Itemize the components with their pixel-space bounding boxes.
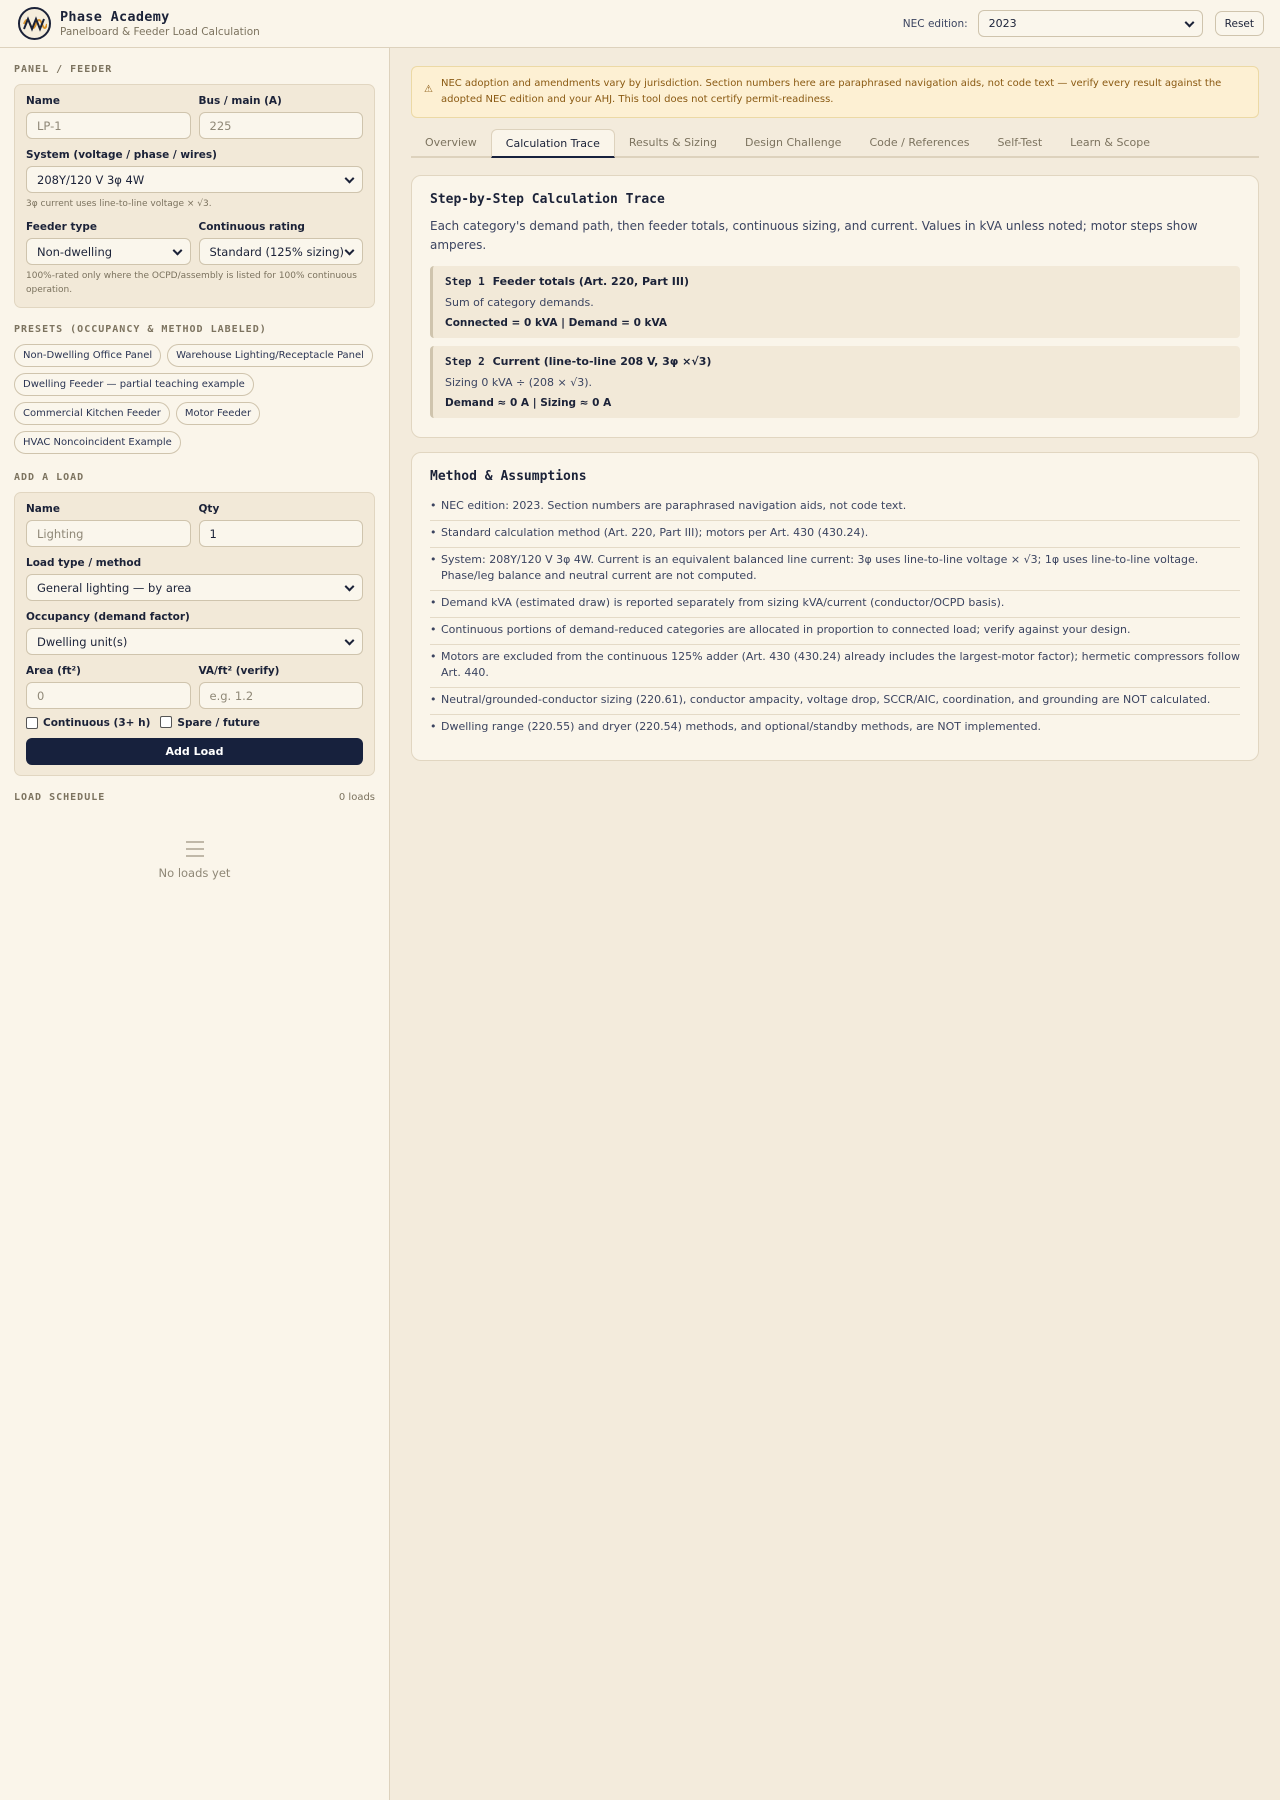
- app-header: [0, 0, 1280, 48]
- continuous-rating-select[interactable]: [199, 238, 364, 265]
- tab-code-references[interactable]: Code / References: [869, 136, 970, 149]
- tab-overview[interactable]: Overview: [425, 136, 477, 149]
- add-load-section-title: ADD A LOAD: [14, 472, 85, 483]
- add-load-card: [14, 492, 375, 776]
- load-name-label: Name: [26, 503, 60, 515]
- occupancy-select[interactable]: [26, 628, 363, 655]
- step-title: Feeder totals (Art. 220, Part III): [492, 275, 690, 288]
- assumption-text: Motors are excluded from the continuous 125% adder (Art. 430 (430.24) already includes the largest-motor factor); hermetic compressors follow Art. 440.: [441, 650, 1240, 679]
- reset-button[interactable]: Reset: [1215, 11, 1264, 36]
- assumption-text: Neutral/grounded-conductor sizing (220.61), conductor ampacity, voltage drop, SCCR/AIC, coordination, and grounding are NOT calculated.: [441, 693, 1211, 706]
- continuous-hint: 100%-rated only where the OCPD/assembly is listed for 100% continuous operation.: [26, 271, 357, 295]
- preset-chip[interactable]: Motor Feeder: [176, 402, 260, 425]
- assumption-text: Continuous portions of demand-reduced categories are allocated in proportion to connected load; verify against your design.: [441, 623, 1131, 636]
- add-load-button[interactable]: Add Load: [26, 738, 363, 765]
- list-item: • Motors are excluded from the continuous 125% adder (Art. 430 (430.24) already includes the largest-motor factor); hermetic compressors follow Art. 440.: [430, 645, 1240, 688]
- trace-step: [430, 266, 1240, 338]
- list-item: • Neutral/grounded-conductor sizing (220.61), conductor ampacity, voltage drop, SCCR/AIC, coordination, and grounding are NOT calculated.: [430, 688, 1240, 715]
- bus-rating-label: Bus / main (A): [198, 95, 282, 107]
- empty-schedule-text: No loads yet: [158, 866, 231, 880]
- chevron-down-icon: [345, 581, 355, 591]
- preset-chip[interactable]: Dwelling Feeder — partial teaching example: [14, 373, 254, 396]
- trace-step: [430, 346, 1240, 418]
- chevron-down-icon: [172, 245, 182, 255]
- assumptions-list: [430, 494, 1240, 741]
- system-value: 208Y/120 V 3φ 4W: [37, 172, 145, 187]
- occupancy-label: Occupancy (demand factor): [26, 611, 190, 623]
- feeder-type-select[interactable]: [26, 238, 191, 265]
- list-item: • Dwelling range (220.55) and dryer (220.54) methods, and optional/standby methods, are NOT implemented.: [430, 720, 1042, 733]
- brand-title: Phase Academy: [60, 9, 170, 25]
- preset-chip[interactable]: Commercial Kitchen Feeder: [14, 402, 170, 425]
- assumption-text: Dwelling range (220.55) and dryer (220.54) methods, and optional/standby methods, are NOT implemented.: [441, 720, 1042, 733]
- sidebar: [0, 48, 390, 1800]
- preset-chip[interactable]: Non-Dwelling Office Panel: [14, 344, 161, 367]
- bus-rating-input[interactable]: 225: [199, 112, 364, 139]
- panel-name-label: Name: [26, 95, 60, 107]
- chevron-down-icon: [1184, 17, 1194, 27]
- step-result: Connected = 0 kVA | Demand = 0 kVA: [445, 317, 668, 329]
- chevron-down-icon: [345, 245, 355, 255]
- continuous-checkbox[interactable]: [26, 717, 38, 729]
- area-label: Area (ft²): [26, 665, 81, 677]
- step-result: Demand ≈ 0 A | Sizing ≈ 0 A: [445, 397, 612, 409]
- feeder-type-value: Non-dwelling: [37, 244, 113, 259]
- nec-edition-select[interactable]: [978, 10, 1203, 37]
- warning-text: NEC adoption and amendments vary by jurisdiction. Section numbers here are paraphrased navigation aids, not code text — verify every result against the adopted NEC edition and your AHJ. This tool does not certify permit-readiness.: [440, 78, 1222, 105]
- nec-edition-label: NEC edition:: [902, 17, 968, 30]
- preset-chip[interactable]: Warehouse Lighting/Receptacle Panel: [167, 344, 373, 367]
- list-item: • Continuous portions of demand-reduced categories are allocated in proportion to connected load; verify against your design.: [430, 618, 1240, 645]
- panel-name-input[interactable]: LP-1: [26, 112, 191, 139]
- step-number: Step 1: [445, 275, 485, 288]
- step-title: Current (line-to-line 208 V, 3φ ×√3): [492, 355, 712, 368]
- va-per-sqft-label: VA/ft² (verify): [198, 665, 280, 677]
- main-content: [411, 66, 1259, 761]
- system-select[interactable]: [26, 166, 363, 193]
- warning-icon: ⚠: [424, 84, 433, 95]
- area-input[interactable]: 0: [26, 682, 191, 709]
- method-assumptions-panel: [411, 452, 1259, 761]
- presets-section-title: PRESETS (OCCUPANCY & METHOD LABELED): [14, 324, 267, 335]
- spare-checkbox-label: Spare / future: [177, 717, 260, 729]
- brand-subtitle: Panelboard & Feeder Load Calculation: [60, 26, 260, 38]
- chevron-down-icon: [345, 173, 355, 183]
- list-item: • Demand kVA (estimated draw) is reported separately from sizing kVA/current (conductor/OCPD basis).: [430, 591, 1240, 618]
- trace-title: Step-by-Step Calculation Trace: [430, 192, 665, 207]
- tab-self-test[interactable]: Self-Test: [997, 136, 1043, 149]
- assumption-text: System: 208Y/120 V 3φ 4W. Current is an equivalent balanced line current: 3φ uses line-to-line voltage × √3; 1φ uses line-to-line voltage. Phase/leg balance and neutral current are not computed.: [441, 553, 1199, 582]
- va-per-sqft-input[interactable]: e.g. 1.2: [199, 682, 364, 709]
- brand: [60, 9, 260, 38]
- qty-input[interactable]: 1: [199, 520, 364, 547]
- feeder-type-label: Feeder type: [26, 221, 97, 233]
- presets-list: [14, 344, 375, 454]
- list-item: • System: 208Y/120 V 3φ 4W. Current is an equivalent balanced line current: 3φ uses line-to-line voltage × √3; 1φ uses line-to-line voltage. Phase/leg balance and neutral current are not computed.: [430, 548, 1240, 591]
- assumption-text: Standard calculation method (Art. 220, Part III); motors per Art. 430 (430.24).: [441, 526, 869, 539]
- method-title: Method & Assumptions: [430, 469, 587, 484]
- list-icon: [186, 841, 204, 857]
- occupancy-value: Dwelling unit(s): [37, 634, 128, 649]
- load-type-select[interactable]: [26, 574, 363, 601]
- tab-calculation-trace[interactable]: Calculation Trace: [491, 129, 615, 158]
- load-count: 0 loads: [338, 792, 375, 803]
- spare-checkbox[interactable]: [160, 716, 172, 728]
- load-type-value: General lighting — by area: [37, 580, 192, 595]
- assumption-text: NEC edition: 2023. Section numbers are paraphrased navigation aids, not code text.: [441, 499, 907, 512]
- step-body: Sizing 0 kVA ÷ (208 × √3).: [445, 376, 593, 389]
- continuous-rating-value: Standard (125% sizing): [209, 244, 344, 259]
- logo-icon: [18, 7, 51, 40]
- list-item: • Standard calculation method (Art. 220, Part III); motors per Art. 430 (430.24).: [430, 521, 1240, 548]
- continuous-rating-label: Continuous rating: [198, 221, 305, 233]
- panel-section-title: PANEL / FEEDER: [14, 64, 113, 75]
- tab-bar: [411, 129, 1259, 158]
- tab-design-challenge[interactable]: Design Challenge: [744, 136, 842, 149]
- trace-description: Each category's demand path, then feeder totals, continuous sizing, and current. Values in kVA unless noted; motor steps show amperes.: [430, 219, 1198, 252]
- step-number: Step 2: [445, 355, 485, 368]
- chevron-down-icon: [345, 635, 355, 645]
- list-item: • NEC edition: 2023. Section numbers are paraphrased navigation aids, not code text.: [430, 494, 1240, 521]
- qty-label: Qty: [198, 503, 220, 515]
- jurisdiction-warning: [411, 66, 1259, 118]
- system-hint: 3φ current uses line-to-line voltage × √3.: [26, 199, 212, 209]
- load-schedule-title: LOAD SCHEDULE: [14, 792, 106, 803]
- assumption-text: Demand kVA (estimated draw) is reported separately from sizing kVA/current (conductor/OCPD basis).: [441, 596, 1005, 609]
- load-type-label: Load type / method: [26, 557, 142, 569]
- tab-results-sizing[interactable]: Results & Sizing: [628, 136, 717, 149]
- load-name-input[interactable]: Lighting: [26, 520, 191, 547]
- empty-schedule: [14, 841, 375, 880]
- continuous-checkbox-label: Continuous (3+ h): [43, 717, 151, 729]
- panel-card: [14, 84, 375, 308]
- tab-learn-scope[interactable]: Learn & Scope: [1070, 136, 1150, 149]
- system-label: System (voltage / phase / wires): [26, 149, 217, 161]
- calculation-trace-panel: [411, 175, 1259, 438]
- preset-chip[interactable]: HVAC Noncoincident Example: [14, 431, 181, 454]
- step-body: Sum of category demands.: [445, 296, 594, 309]
- nec-edition-value: 2023: [988, 17, 1017, 30]
